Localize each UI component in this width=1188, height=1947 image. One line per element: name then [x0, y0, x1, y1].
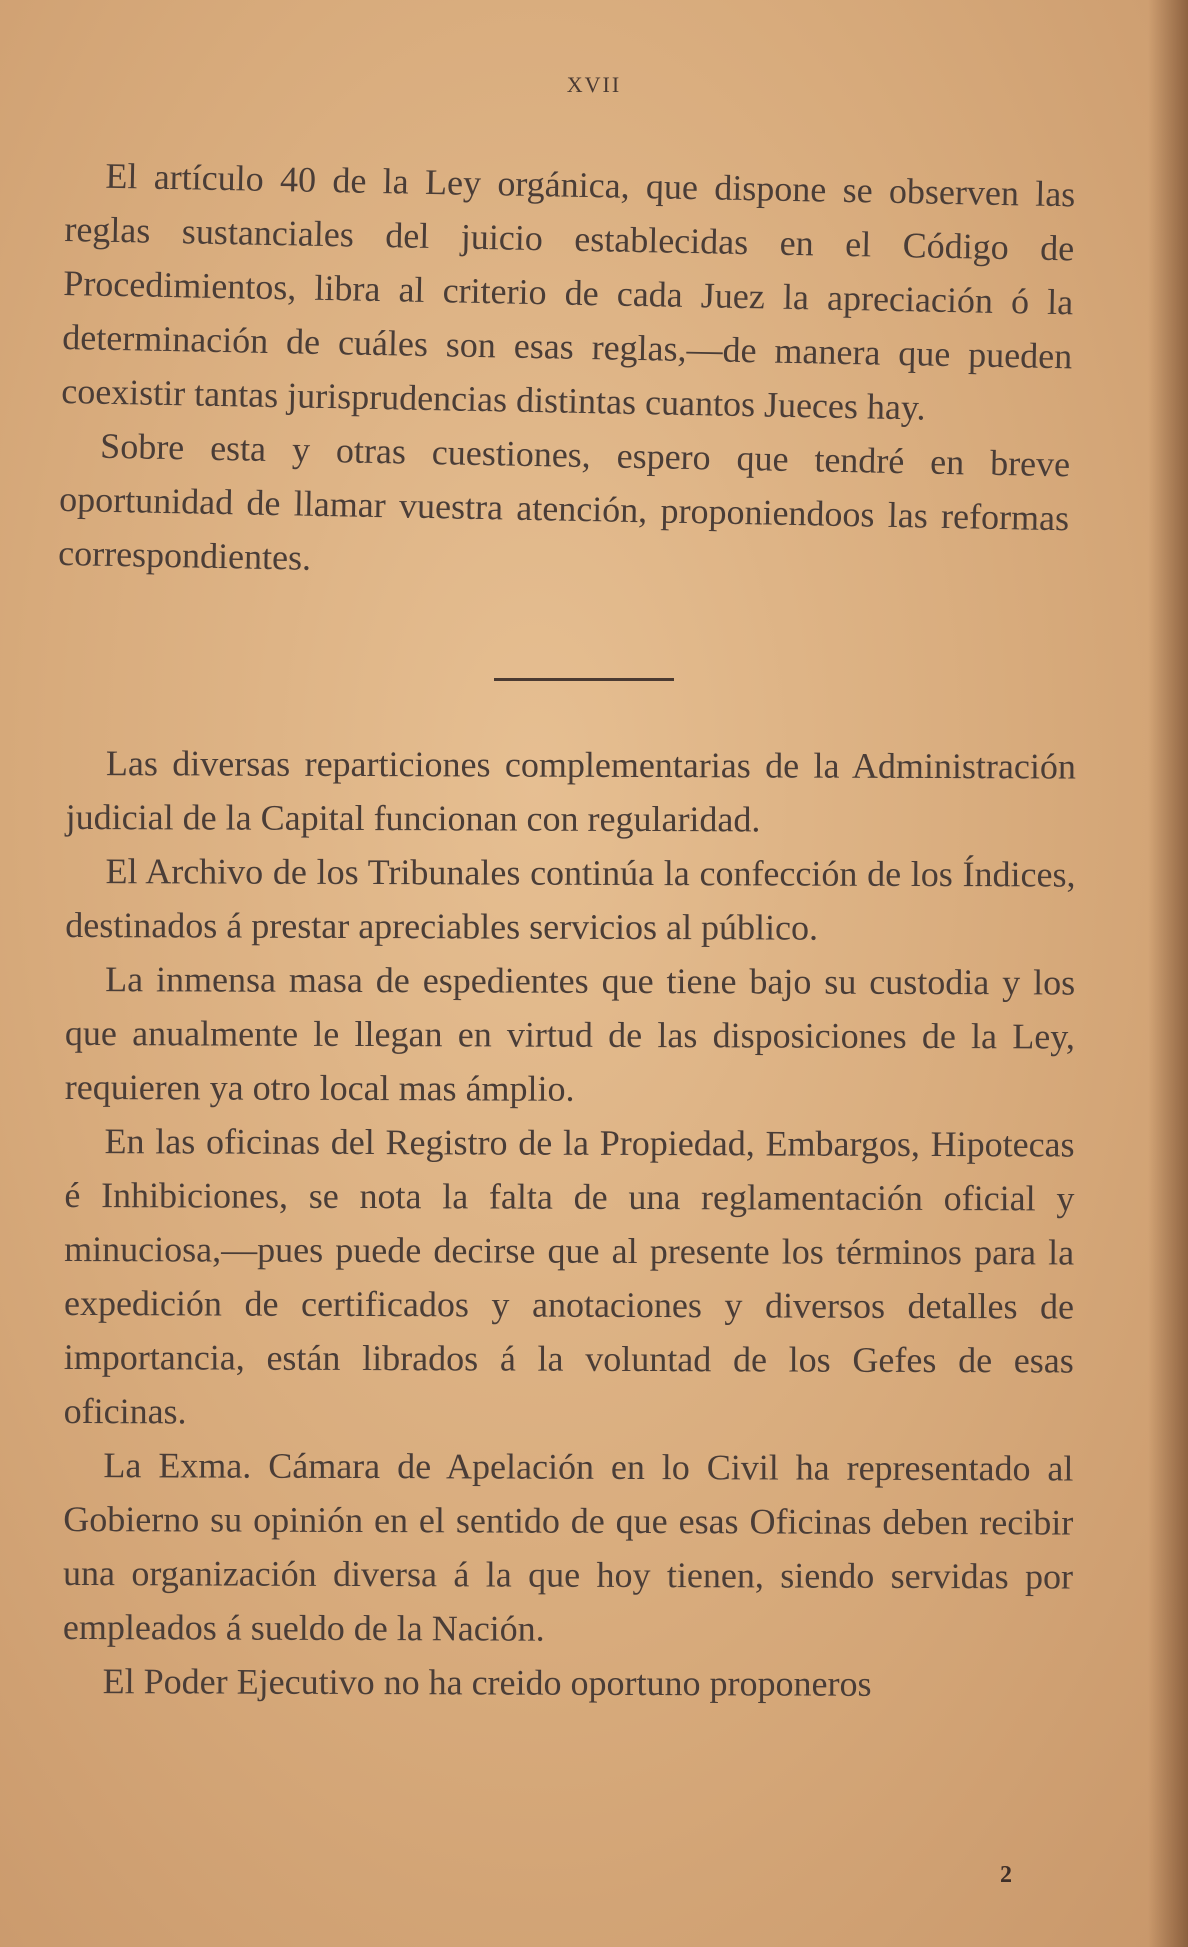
paragraph: El Archivo de los Tribunales continúa la confección de los Índices, destinados á prestar apreciables servicios al público. — [65, 851, 1076, 948]
section-two — [63, 736, 1076, 1712]
paragraph: Sobre esta y otras cuestiones, espero que tendré en breve oportunidad de llamar vuestra atención, proponiendoos las reformas correspondientes. — [57, 425, 1071, 578]
section-one — [58, 148, 1076, 599]
paragraph: En las oficinas del Registro de la Propiedad, Embargos, Hipotecas é Inhibiciones, se nota la falta de una reglamentación oficial y minuciosa,—pues puede decirse que al presente los términos para la expedición de certificados y anotaciones y diversos detalles de importancia, están librados á la voluntad de los Gefes de esas oficinas. — [63, 1121, 1075, 1432]
paragraph: La inmensa masa de espedientes que tiene bajo su custodia y los que anualmente le llegan en virtud de las disposiciones de la Ley, requieren ya otro local mas ámplio. — [64, 959, 1076, 1109]
section-divider — [494, 678, 674, 681]
paragraph: El Poder Ejecutivo no ha creido oportuno proponeros — [102, 1661, 872, 1704]
page-number: XVII — [566, 72, 622, 97]
paragraph: Las diversas reparticiones complementarias de la Administración judicial de la Capital funcionan con regularidad. — [65, 743, 1076, 840]
paragraph: El artículo 40 de la Ley orgánica, que dispone se observen las reglas sustanciales del juicio establecidas en el Código de Procedimientos, libra al criterio de cada Juez la apreciación ó la determinación de cuáles son esas reglas,—de manera que pueden coexistir tantas jurisprudencias distintas cuantos Jueces hay. — [60, 155, 1076, 428]
printer-signature-mark: 2 — [1000, 1862, 1012, 1888]
paragraph: La Exma. Cámara de Apelación en lo Civil ha representado al Gobierno su opinión en el sentido de que esas Oficinas deben recibir una organización diversa á la que hoy tienen, siendo servidas por empleados á sueldo de la Nación. — [62, 1445, 1074, 1649]
